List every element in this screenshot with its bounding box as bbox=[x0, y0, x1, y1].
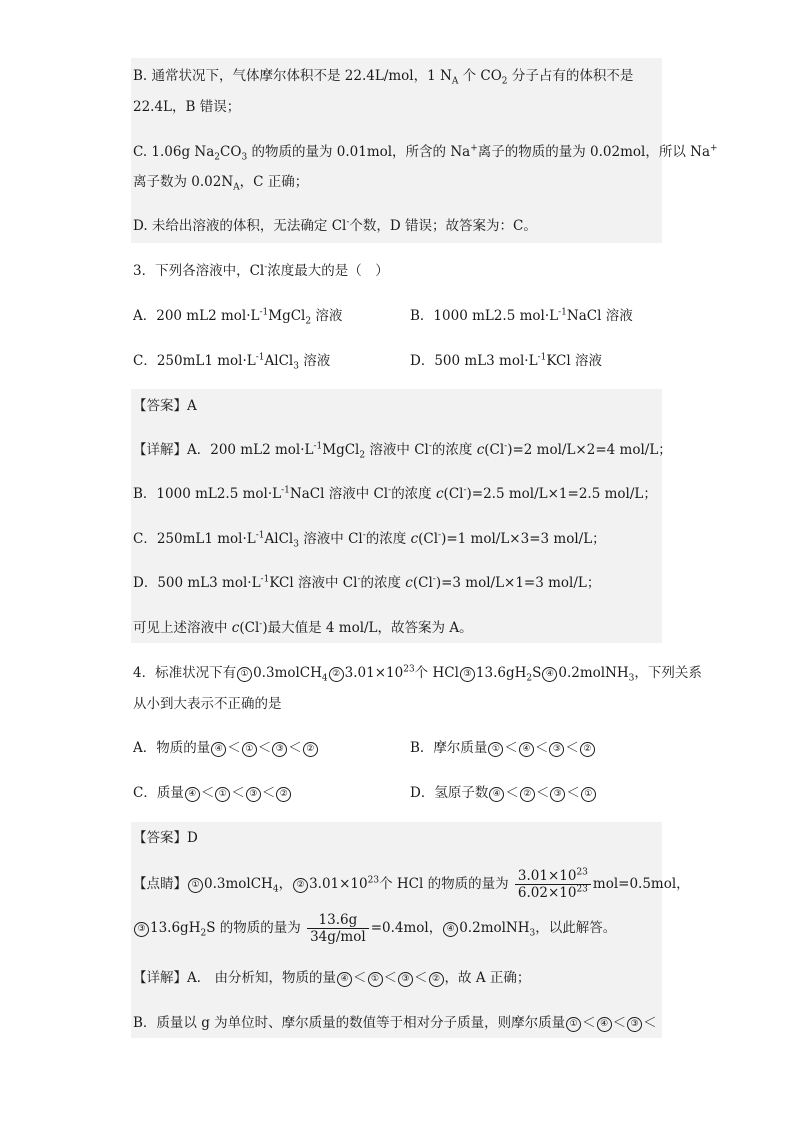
solution-c-line-1: C. 1.06g $Na_2CO_3$ 的物质的量为 0.01mol，所含的 Na+离子的物质的量为 0.02mol，所以 Na+ bbox=[133, 143, 718, 163]
q4-option-c: C．质量 ④ ＜ ① ＜ ③ ＜ ② bbox=[133, 783, 292, 803]
solution-b-line-2: 22.4L，B 错误； bbox=[133, 99, 241, 115]
q4-tip-line-2: ③ $13.6gH_2S$ 的物质的量为 $\frac{13.6g}{\text{34g/mol}}$ =0.4mol， ④ 0.2molNH$_3$，以此解答。 bbox=[133, 912, 616, 945]
q3-stem: 3．下列各溶液中，Cl-浓度最大的是（ ） bbox=[133, 262, 389, 279]
q3-option-c: C．250mL1 $mol\cdot L^{-1}AlCl_3$ 溶液 bbox=[133, 352, 331, 372]
q4-detail-b: B．质量以 g 为单位时、摩尔质量的数值等于相对分子质量，则摩尔质量 ① ＜ ④ ＜ ③ ＜ bbox=[133, 1015, 657, 1031]
q3-conclusion: 可见上述溶液中 c(Cl-)最大值是 4 mol/L，故答案为 A。 bbox=[133, 619, 473, 636]
q4-detail-a: 【详解】A． 由分析知，物质的量 ④ ＜ ① ＜ ③ ＜ ② ，故 A 正确； bbox=[133, 970, 531, 986]
fraction-hcl-moles: $\frac{3.01\times 10^{23}}{6.02\times 10^{23}}$ bbox=[515, 868, 591, 901]
q3-option-d: D．500 mL3 $mol\cdot L^{-1}KCl$ 溶液 bbox=[410, 352, 602, 369]
q4-option-b: B．摩尔质量 ① ＜ ④ ＜ ③ ＜ ② bbox=[410, 738, 596, 758]
q3-detail-d: D．500 mL3 $mol\cdot L^{-1}KCl$ 溶液中 Cl-的浓度 c(Cl-)=3 mol/L×1=3 mol/L； bbox=[133, 574, 601, 591]
q4-stem-line-1: 4．标准状况下有 ① 0.3molCH$_4$ ② $3.01\times 10^{23}$个 HCl ③ $13.6gH_2S$ ④ 0.2molNH$_3$，下列关系 bbox=[133, 664, 702, 684]
q3-detail-c: C．250mL1 $mol\cdot L^{-1}AlCl_3$ 溶液中 Cl-的浓度 c(Cl-)=1 mol/L×3=3 mol/L； bbox=[133, 530, 606, 550]
q3-option-a: A．200 mL2 $mol\cdot L^{-1}MgCl_2$ 溶液 bbox=[133, 307, 343, 327]
q4-option-a: A．物质的量 ④ ＜ ① ＜ ③ ＜ ② bbox=[133, 738, 319, 758]
q4-option-d: D．氢原子数 ④ ＜ ② ＜ ③ ＜ ① bbox=[410, 783, 597, 803]
q4-stem-line-2: 从小到大表示不正确的是 bbox=[133, 696, 282, 712]
q3-detail-a: 【详解】A．200 mL2 $mol\cdot L^{-1}MgCl_2$ 溶液中 Cl-的浓度 c(Cl-)=2 mol/L×2=4 mol/L； bbox=[133, 441, 672, 461]
q3-option-b: B．1000 mL2.5 $mol\cdot L^{-1}NaCl$ 溶液 bbox=[410, 307, 633, 324]
solution-c-line-2: 离子数为 $0.02N_A$，C 正确； bbox=[133, 174, 309, 193]
q3-detail-b: B．1000 mL2.5 $mol\cdot L^{-1}NaCl$ 溶液中 Cl-的浓度 c(Cl-)=2.5 mol/L×1=2.5 mol/L； bbox=[133, 485, 657, 502]
fraction-h2s-moles: $\frac{13.6g}{\text{34g/mol}}$ bbox=[307, 912, 369, 945]
q4-tip-line-1: 【点睛】 ① 0.3molCH$_4$， ② $3.01\times 10^{23}$个 HCl 的物质的量为 $\frac{3.01\times 10^{23}}{6.02\times 10^{23}}$ mol=0.5mol， bbox=[133, 867, 690, 901]
q4-answer: 【答案】D bbox=[133, 830, 198, 846]
solution-d-line: D. 未给出溶液的体积，无法确定 Cl-个数，D 错误；故答案为：C。 bbox=[133, 217, 537, 234]
q3-answer: 【答案】A bbox=[133, 398, 197, 414]
solution-b-line-1: B. 通常状况下，气体摩尔体积不是 22.4L/mol，1 $N_A$ 个 $CO_2$ 分子占有的体积不是 bbox=[133, 68, 634, 87]
q3-solution-shade bbox=[131, 389, 662, 643]
